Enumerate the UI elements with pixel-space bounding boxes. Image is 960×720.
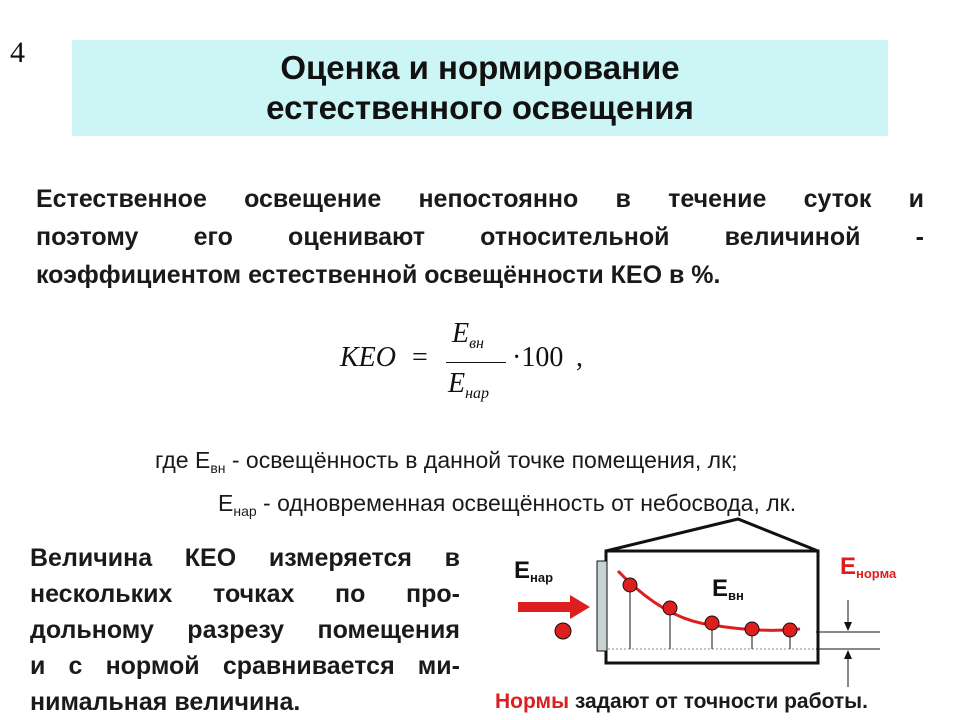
label-e-norm-symbol: Е <box>840 553 857 580</box>
definition-e-vn-text: - освещённость в данной точке помещения, лк; <box>225 447 738 473</box>
measure-point-1 <box>623 578 637 592</box>
label-e-norm <box>840 553 896 581</box>
measure-point-5 <box>783 623 797 637</box>
intro-line-2: поэтому его оценивают относительной величиной - <box>36 223 924 251</box>
fraction-bar <box>446 362 506 363</box>
roof-shape <box>606 519 818 551</box>
left-line-3: дольному разрезу помещения <box>30 616 460 644</box>
slide-number: 4 <box>10 36 25 69</box>
title-line-2: естественного освещения <box>266 89 694 126</box>
title-line-1: Оценка и нормирование <box>280 49 680 86</box>
label-e-nar-symbol: Е <box>514 557 531 584</box>
keo-formula <box>340 318 640 413</box>
label-e-vn-sub: вн <box>728 588 744 603</box>
label-e-norm-sub: норма <box>856 566 897 581</box>
norms-note <box>495 690 868 714</box>
title-box <box>72 40 888 136</box>
formula-comma: , <box>576 342 583 373</box>
formula-denominator <box>448 368 489 403</box>
numerator-subscript: вн <box>469 335 484 352</box>
room-diagram-svg <box>490 515 930 690</box>
formula-equals: = <box>412 342 428 373</box>
formula-multiplier: ·100 <box>512 342 564 373</box>
intro-paragraph <box>36 180 924 294</box>
definition-e-vn-prefix: где Е <box>155 447 211 473</box>
window-pane <box>597 561 607 651</box>
definition-e-nar-sub: нар <box>233 503 257 519</box>
left-line-2: нескольких точках по про- <box>30 580 460 608</box>
measure-point-2 <box>663 601 677 615</box>
formula-lhs: КЕО <box>340 342 396 373</box>
denominator-symbol: E <box>448 368 466 399</box>
norms-note-highlight: Нормы <box>495 690 570 713</box>
measurement-paragraph <box>30 540 460 720</box>
intro-line-1: Естественное освещение непостоянно в течение суток и <box>36 185 924 213</box>
left-line-4: и с нормой сравнивается ми- <box>30 652 460 680</box>
measure-point-3 <box>705 616 719 630</box>
norm-arrow-top-head-icon <box>844 622 852 631</box>
definition-e-vn-sub: вн <box>210 460 226 476</box>
norm-arrow-bottom-head-icon <box>844 650 852 659</box>
label-e-nar-sub: нар <box>530 570 554 585</box>
definition-e-nar-text: - одновременная освещённость от небосвода, лк. <box>256 490 797 516</box>
room-section-diagram <box>490 515 930 690</box>
measure-point-4 <box>745 622 759 636</box>
left-line-5: нимальная величина. <box>30 688 301 716</box>
outdoor-point <box>555 623 571 639</box>
denominator-subscript: нар <box>465 385 490 402</box>
label-e-vn <box>712 575 744 603</box>
norms-note-text: задают от точности работы. <box>569 690 868 713</box>
label-e-nar <box>514 557 553 585</box>
light-arrow-icon <box>518 595 590 619</box>
left-line-1: Величина КЕО измеряется в <box>30 544 460 572</box>
formula-numerator <box>452 318 484 353</box>
intro-line-3: коэффициентом естественной освещённости КЕО в %. <box>36 261 721 289</box>
definition-e-vn <box>155 447 738 476</box>
definition-e-nar-prefix: Е <box>218 490 234 516</box>
label-e-vn-symbol: Е <box>712 575 729 602</box>
numerator-symbol: E <box>452 318 470 349</box>
